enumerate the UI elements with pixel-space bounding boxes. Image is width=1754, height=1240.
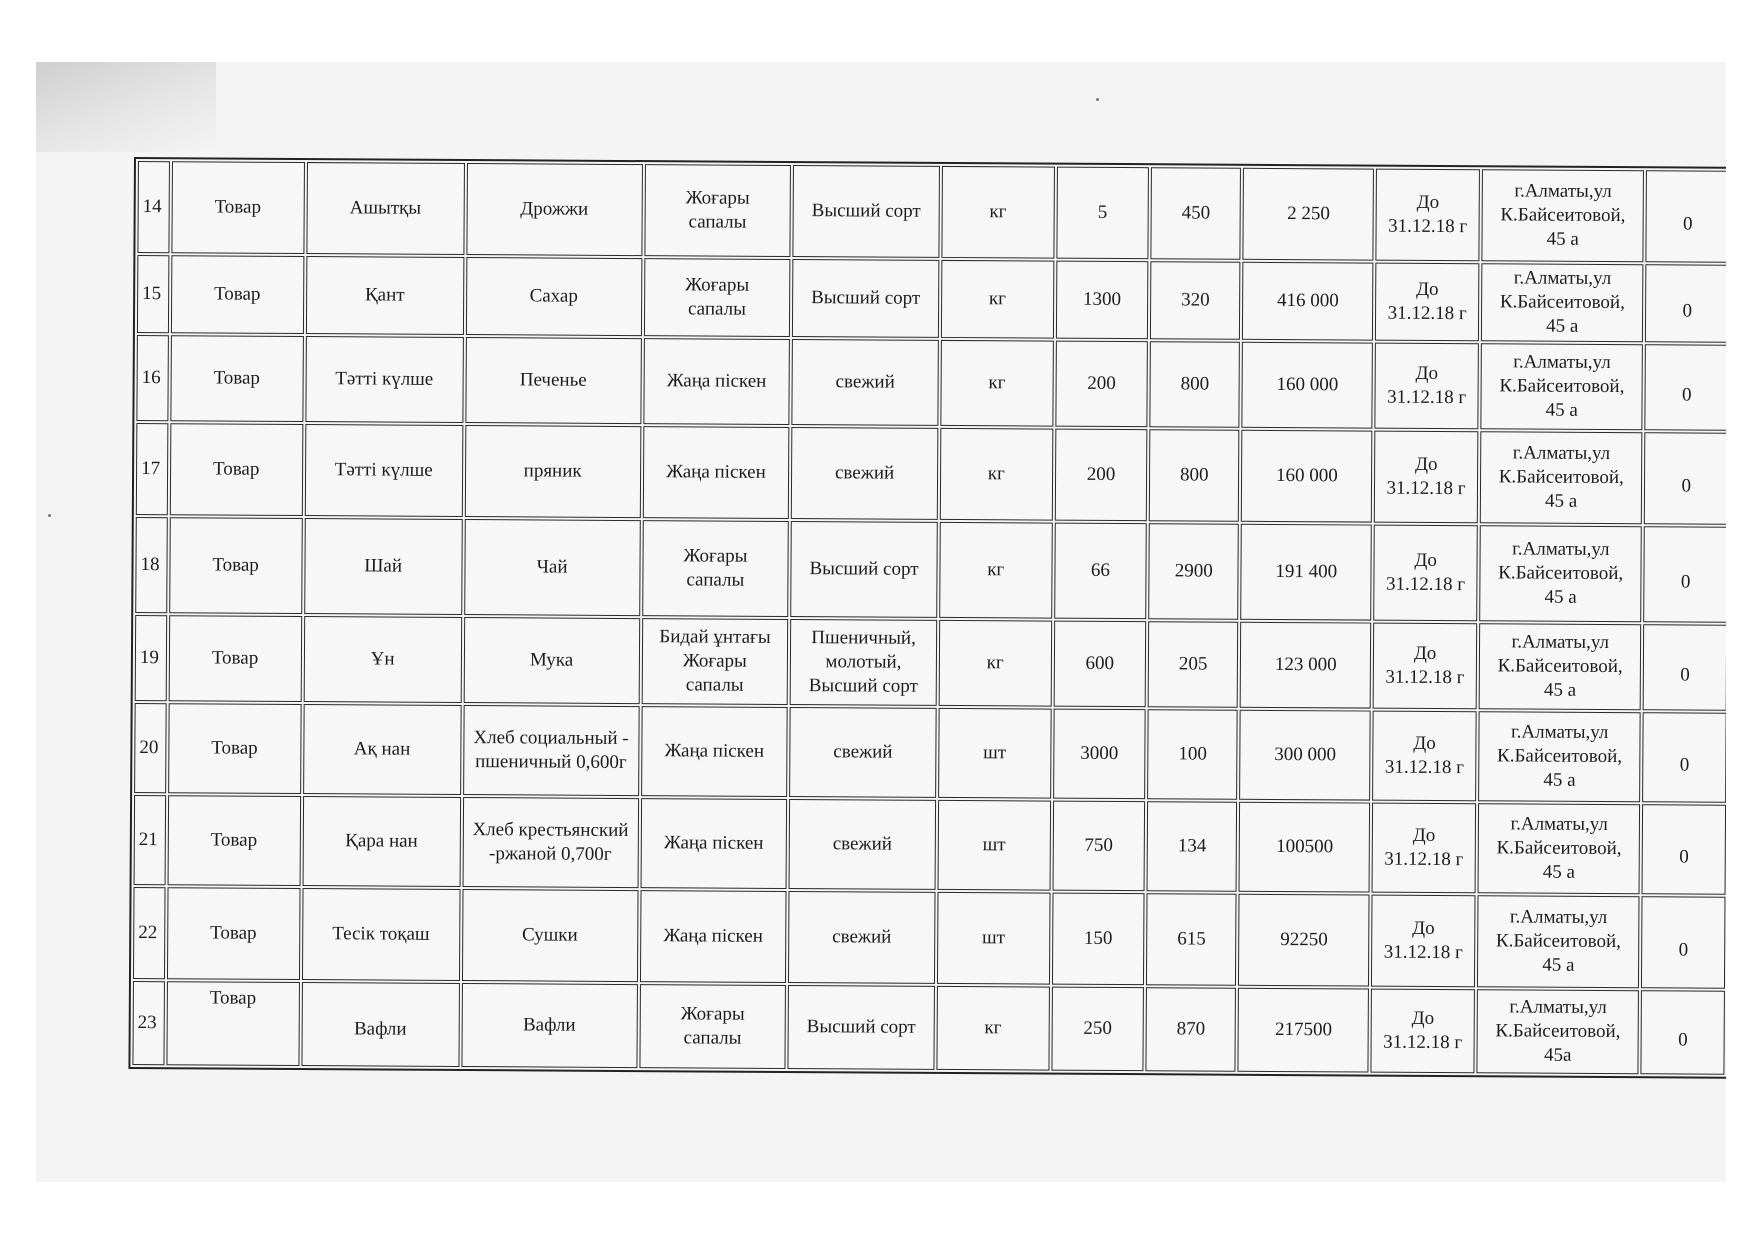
- cell-quantity: 250: [1051, 987, 1144, 1072]
- cell-total-sum: 160 000: [1241, 430, 1372, 523]
- cell-total-sum: 191 400: [1241, 524, 1372, 621]
- cell-unit-of-measure: кг: [940, 428, 1053, 521]
- cell-quality-kz: Жоғары сапалы: [644, 164, 791, 257]
- scan-speck: [1096, 98, 1099, 101]
- cell-delivery-term: До 31.12.18 г: [1374, 431, 1478, 524]
- cell-quality-ru: свежий: [791, 427, 938, 520]
- cell-advance-payment: 0: [1641, 896, 1725, 989]
- cell-item-type: Товар: [166, 981, 300, 1066]
- cell-quality-kz: Жоғары сапалы: [643, 258, 790, 337]
- cell-unit-of-measure: кг: [939, 620, 1052, 707]
- cell-item-type: Товар: [167, 795, 301, 886]
- procurement-table-body: [132, 161, 1726, 1075]
- cell-row-number: 21: [134, 795, 166, 885]
- table-row: [133, 887, 1726, 989]
- cell-quality-ru: Высший сорт: [793, 165, 940, 258]
- cell-unit-price: 134: [1147, 801, 1238, 892]
- cell-quality-ru: Высший сорт: [792, 259, 939, 338]
- cell-quality-ru: свежий: [792, 339, 939, 426]
- cell-row-number: 18: [135, 517, 167, 613]
- cell-item-name-ru: Печенье: [465, 337, 641, 424]
- cell-unit-price: 2900: [1148, 523, 1239, 620]
- cell-quality-kz: Жаңа піскен: [642, 426, 789, 519]
- cell-item-type: Товар: [167, 887, 301, 980]
- cell-row-number: 20: [134, 703, 166, 793]
- cell-quality-kz: Жаңа піскен: [640, 890, 787, 983]
- cell-unit-price: 615: [1146, 893, 1237, 986]
- cell-item-type: Товар: [169, 423, 303, 516]
- cell-row-number: 15: [137, 255, 169, 333]
- cell-delivery-place: г.Алматы,ул К.Байсеитовой, 45 а: [1480, 343, 1643, 430]
- cell-advance-payment: 0: [1644, 526, 1726, 623]
- cell-quantity: 200: [1055, 341, 1148, 428]
- cell-unit-of-measure: кг: [939, 522, 1052, 619]
- cell-row-number: 17: [136, 423, 168, 515]
- cell-advance-payment: 0: [1641, 990, 1725, 1075]
- cell-item-type: Товар: [169, 517, 303, 614]
- cell-total-sum: 92250: [1238, 894, 1369, 987]
- scanned-page: [36, 62, 1726, 1182]
- cell-unit-of-measure: шт: [937, 892, 1050, 985]
- cell-quantity: 66: [1054, 523, 1147, 620]
- scan-corner-shadow: [36, 62, 216, 152]
- cell-item-type: Товар: [168, 615, 302, 702]
- cell-item-name-ru: Хлеб крестьянский -ржаной 0,700г: [462, 797, 639, 888]
- cell-item-name-ru: Хлеб социальный - пшеничный 0,600г: [463, 705, 640, 796]
- cell-delivery-term: До 31.12.18 г: [1373, 525, 1477, 622]
- cell-item-name-ru: Мука: [463, 617, 639, 704]
- cell-advance-payment: 0: [1645, 344, 1726, 431]
- table-row: [135, 615, 1726, 711]
- cell-item-name-ru: Сушки: [462, 889, 639, 982]
- cell-quantity: 1300: [1056, 261, 1149, 340]
- cell-quality-kz: Жоғары сапалы: [639, 984, 786, 1069]
- cell-delivery-term: До 31.12.18 г: [1376, 169, 1480, 262]
- cell-item-name-kz: Қара нан: [302, 796, 460, 887]
- cell-delivery-place: г.Алматы,ул К.Байсеитовой, 45 а: [1477, 895, 1640, 988]
- cell-delivery-term: До 31.12.18 г: [1372, 711, 1476, 802]
- cell-unit-price: 800: [1149, 429, 1240, 522]
- cell-row-number: 16: [136, 335, 168, 421]
- cell-item-name-kz: Вафли: [301, 982, 459, 1067]
- cell-delivery-place: г.Алматы,ул К.Байсеитовой, 45а: [1476, 989, 1639, 1074]
- cell-unit-price: 870: [1146, 987, 1237, 1072]
- cell-quality-ru: свежий: [788, 891, 935, 984]
- cell-total-sum: 416 000: [1242, 262, 1373, 341]
- table-row: [136, 335, 1726, 431]
- cell-item-name-kz: Шай: [304, 518, 463, 615]
- cell-advance-payment: 0: [1646, 170, 1726, 263]
- cell-unit-price: 205: [1148, 621, 1239, 708]
- cell-item-type: Товар: [171, 255, 305, 334]
- cell-advance-payment: 0: [1643, 624, 1726, 711]
- cell-advance-payment: 0: [1643, 712, 1726, 803]
- cell-item-name-kz: Тәтті күлше: [304, 424, 462, 517]
- cell-total-sum: 217500: [1238, 988, 1369, 1073]
- cell-quality-ru: свежий: [789, 707, 936, 798]
- cell-quantity: 600: [1053, 621, 1146, 708]
- cell-unit-of-measure: кг: [940, 340, 1053, 427]
- cell-quantity: 150: [1052, 893, 1145, 986]
- cell-unit-price: 800: [1150, 341, 1241, 428]
- table-row: [135, 517, 1726, 623]
- cell-quantity: 5: [1056, 167, 1149, 260]
- cell-delivery-term: До 31.12.18 г: [1373, 623, 1477, 710]
- cell-total-sum: 100500: [1239, 802, 1370, 893]
- cell-item-type: Товар: [168, 703, 302, 794]
- cell-unit-price: 100: [1147, 709, 1238, 800]
- scan-speck: [48, 514, 51, 517]
- cell-quantity: 200: [1054, 429, 1147, 522]
- cell-unit-of-measure: шт: [937, 800, 1050, 891]
- cell-item-name-kz: Ақ нан: [303, 704, 461, 795]
- cell-item-name-ru: Чай: [464, 519, 641, 616]
- cell-item-name-ru: Вафли: [461, 983, 637, 1068]
- cell-total-sum: 2 250: [1243, 168, 1374, 261]
- cell-quality-ru: Высший сорт: [790, 521, 937, 618]
- cell-row-number: 14: [137, 161, 169, 253]
- table-row: [132, 981, 1724, 1075]
- cell-quantity: 3000: [1053, 709, 1146, 800]
- cell-quality-kz: Бидай ұнтағы Жоғары сапалы: [641, 618, 788, 705]
- table-row: [137, 255, 1726, 343]
- cell-total-sum: 300 000: [1239, 710, 1370, 801]
- cell-delivery-term: До 31.12.18 г: [1375, 343, 1479, 430]
- cell-delivery-place: г.Алматы,ул К.Байсеитовой, 45 а: [1478, 803, 1641, 894]
- cell-quality-kz: Жаңа піскен: [643, 338, 790, 425]
- cell-unit-of-measure: шт: [938, 708, 1051, 799]
- table-row: [137, 161, 1726, 263]
- cell-quality-kz: Жаңа піскен: [641, 706, 788, 797]
- cell-row-number: 22: [133, 887, 165, 979]
- cell-item-name-kz: Тесік тоқаш: [302, 888, 460, 981]
- cell-unit-of-measure: кг: [941, 260, 1054, 339]
- table-row: [134, 795, 1726, 895]
- cell-row-number: 19: [135, 615, 167, 701]
- cell-delivery-place: г.Алматы,ул К.Байсеитовой, 45 а: [1481, 263, 1644, 342]
- cell-quality-ru: свежий: [789, 799, 936, 890]
- cell-total-sum: 123 000: [1240, 622, 1371, 709]
- cell-item-name-ru: пряник: [464, 425, 641, 518]
- cell-delivery-term: До 31.12.18 г: [1375, 263, 1479, 342]
- cell-row-number: 23: [132, 981, 164, 1065]
- procurement-table: [128, 157, 1726, 1079]
- cell-quality-ru: Пшеничный, молотый, Высший сорт: [790, 619, 937, 706]
- cell-quality-kz: Жоғары сапалы: [642, 520, 789, 617]
- cell-quality-kz: Жаңа піскен: [640, 798, 787, 889]
- cell-delivery-place: г.Алматы,ул К.Байсеитовой, 45 а: [1478, 711, 1641, 802]
- procurement-table-wrapper: [128, 157, 1726, 1079]
- cell-item-name-kz: Тәтті күлше: [305, 336, 463, 423]
- cell-delivery-place: г.Алматы,ул К.Байсеитовой, 45 а: [1479, 525, 1642, 622]
- cell-unit-price: 450: [1151, 167, 1242, 260]
- cell-quality-ru: Высший сорт: [788, 985, 935, 1070]
- cell-item-name-kz: Ашытқы: [306, 162, 464, 255]
- cell-item-name-ru: Сахар: [466, 257, 642, 336]
- cell-item-type: Товар: [170, 335, 304, 422]
- cell-unit-price: 320: [1150, 261, 1241, 340]
- cell-unit-of-measure: кг: [941, 166, 1054, 259]
- cell-delivery-term: До 31.12.18 г: [1371, 989, 1475, 1074]
- cell-quantity: 750: [1052, 801, 1145, 892]
- cell-delivery-term: До 31.12.18 г: [1372, 803, 1476, 894]
- cell-delivery-place: г.Алматы,ул К.Байсеитовой, 45 а: [1479, 623, 1642, 710]
- table-row: [134, 703, 1726, 803]
- cell-advance-payment: 0: [1645, 264, 1726, 343]
- cell-item-name-kz: Ұн: [303, 616, 461, 703]
- cell-delivery-place: г.Алматы,ул К.Байсеитовой, 45 а: [1480, 431, 1643, 524]
- cell-advance-payment: 0: [1642, 804, 1726, 895]
- cell-item-name-ru: Дрожжи: [466, 163, 643, 256]
- cell-delivery-place: г.Алматы,ул К.Байсеитовой, 45 а: [1481, 169, 1644, 262]
- cell-delivery-term: До 31.12.18 г: [1371, 895, 1475, 988]
- cell-unit-of-measure: кг: [936, 986, 1049, 1071]
- cell-item-type: Товар: [171, 161, 305, 254]
- cell-item-name-kz: Қант: [306, 256, 464, 335]
- cell-advance-payment: 0: [1644, 432, 1726, 525]
- table-row: [136, 423, 1726, 525]
- cell-total-sum: 160 000: [1242, 342, 1373, 429]
